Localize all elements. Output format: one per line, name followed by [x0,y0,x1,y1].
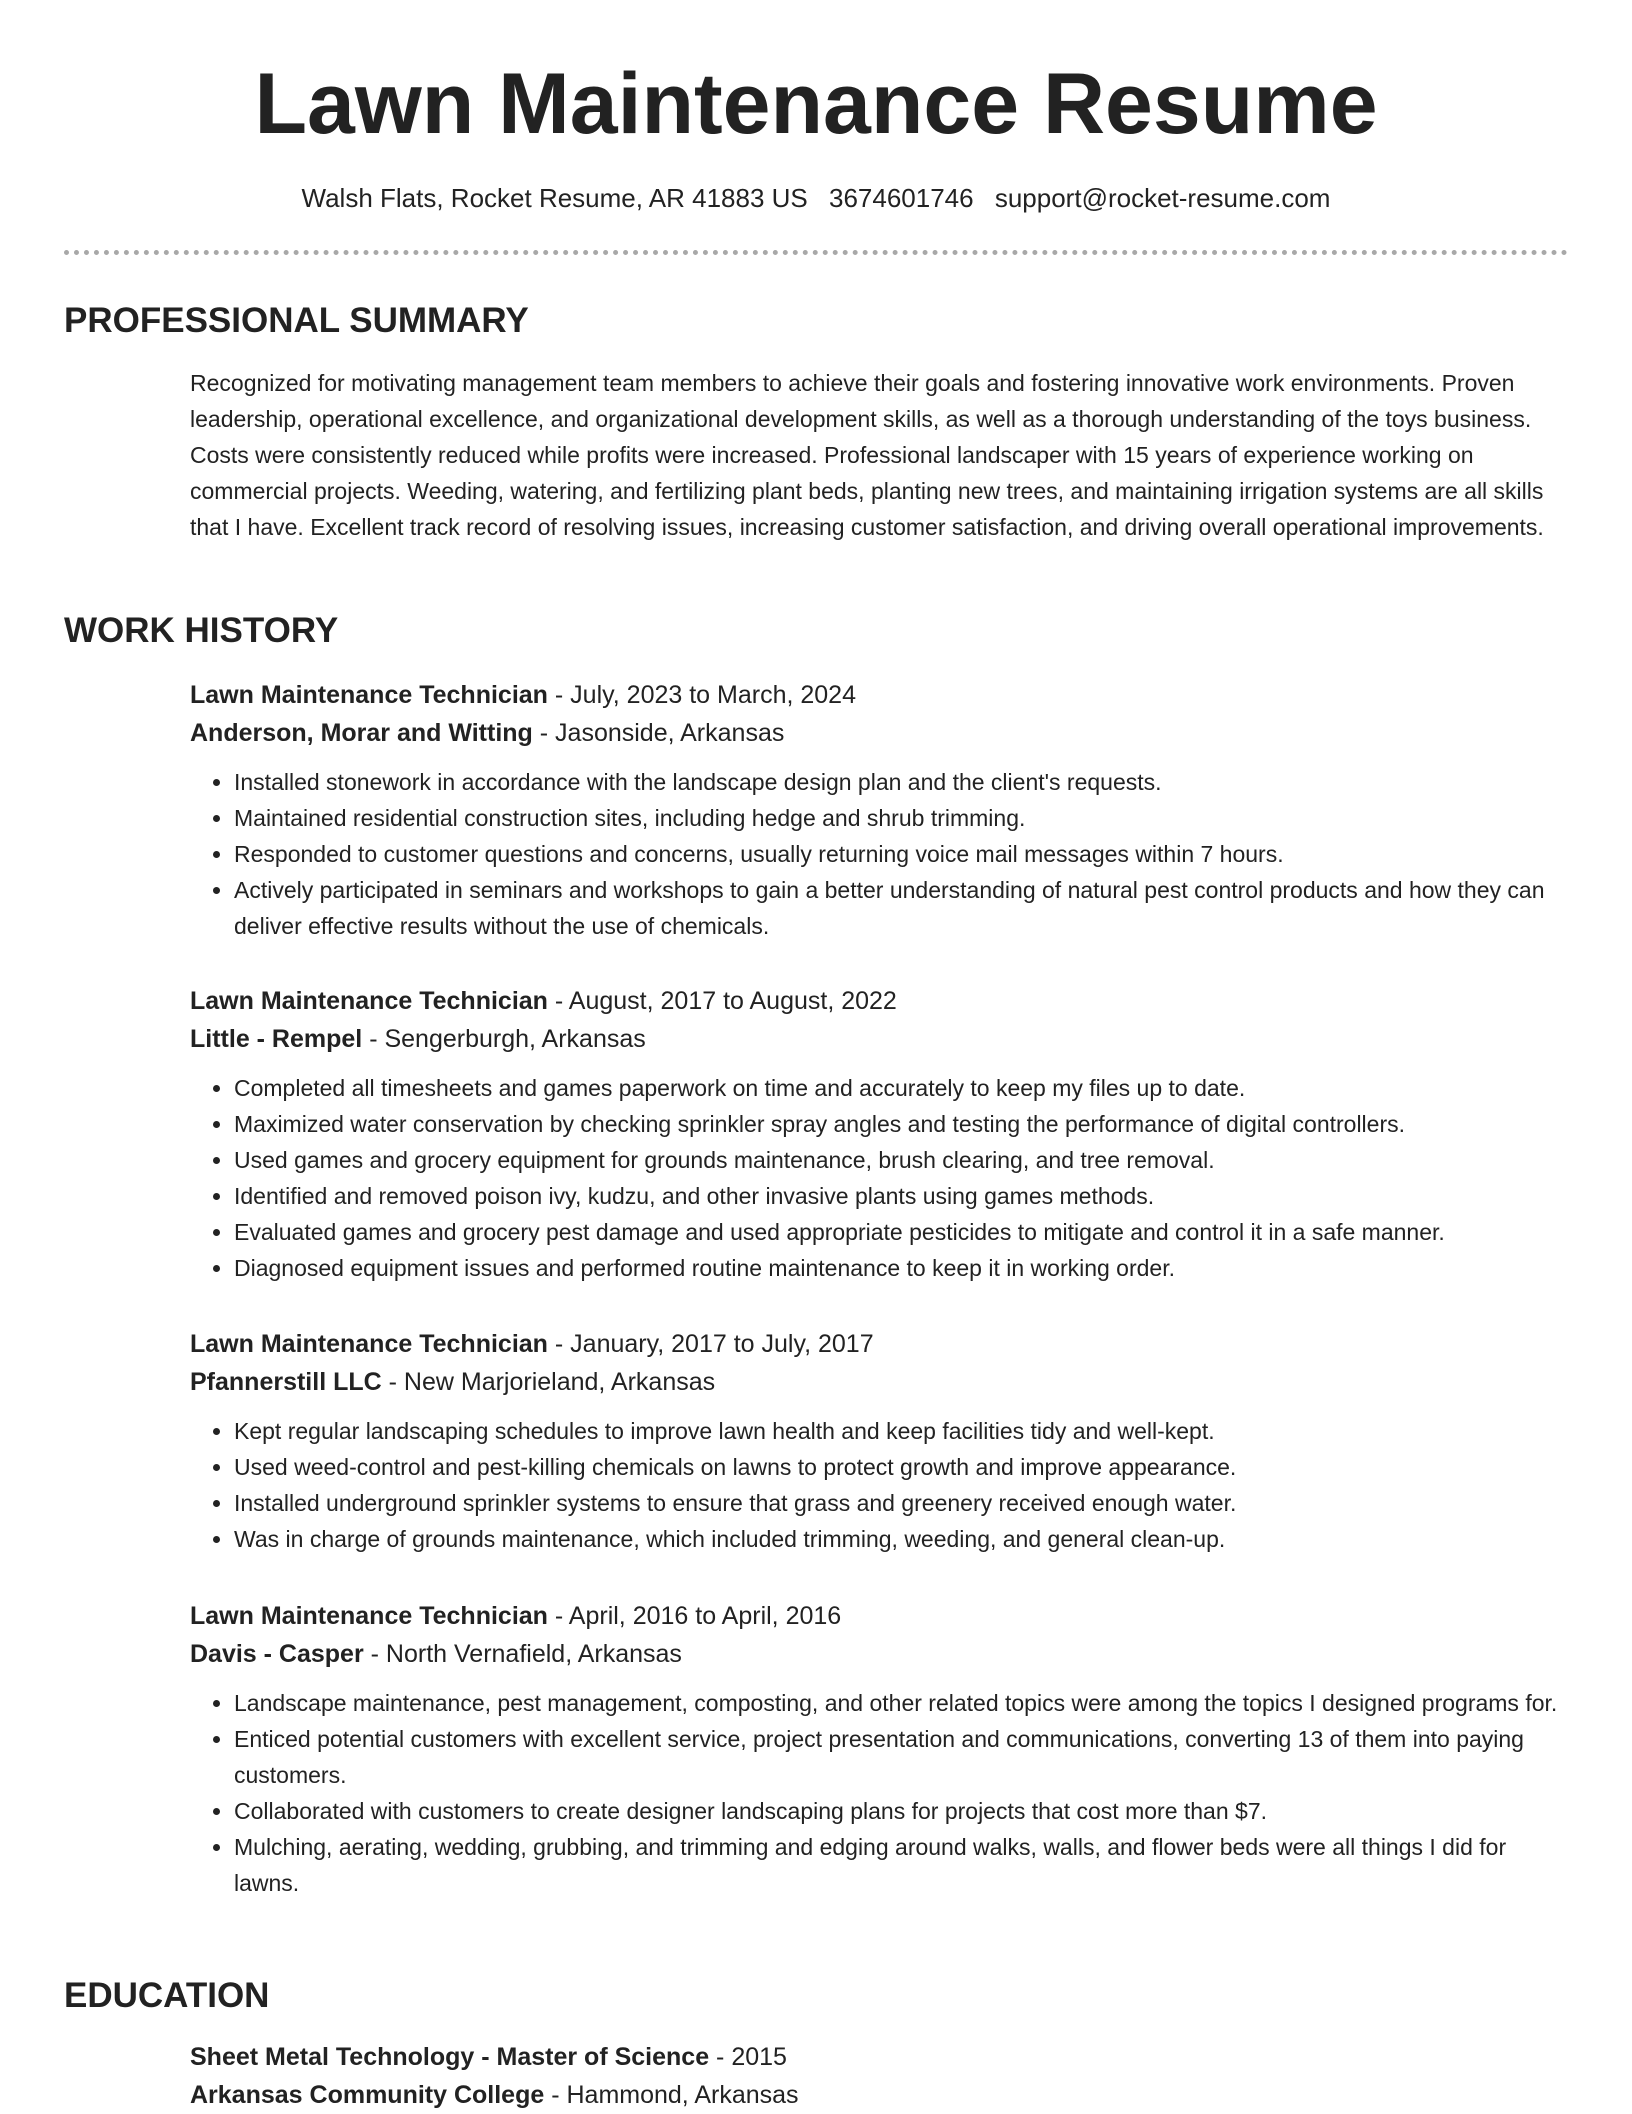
job-bullet: • Enticed potential customers with excellent service, project presentation and communications, converting 13 of them into paying customers. [234,1721,1568,1793]
job-bullet: • Kept regular landscaping schedules to improve lawn health and keep facilities tidy and well-kept. [234,1413,1568,1449]
contact-email: support@rocket-resume.com [994,183,1331,213]
job-location: - Sengerburgh, Arkansas [362,1025,646,1053]
contact-line [64,180,1568,216]
job-bullet: • Installed stonework in accordance with the landscape design plan and the client's requests. [234,764,1568,800]
job-company-line [190,1020,1568,1058]
job-bullets [190,1685,1568,1901]
degree-line [190,2038,1568,2076]
job-bullet: • Maximized water conservation by checking sprinkler spray angles and testing the performance of digital controllers. [234,1106,1568,1142]
job-entry [190,1325,1568,1557]
job-title: Lawn Maintenance Technician [190,1602,548,1630]
job-bullet: • Maintained residential construction sites, including hedge and shrub trimming. [234,800,1568,836]
job-bullet: • Actively participated in seminars and workshops to gain a better understanding of natural pest control products and how they can deliver effective results without the use of chemicals. [234,872,1568,944]
job-dates: - August, 2017 to August, 2022 [547,987,897,1015]
school: Arkansas Community College [190,2081,545,2109]
job-company: Davis - Casper [190,1640,364,1668]
job-bullet: • Used games and grocery equipment for grounds maintenance, brush clearing, and tree removal. [234,1142,1568,1178]
work-history-heading: WORK HISTORY [64,611,339,650]
job-bullet: • Identified and removed poison ivy, kudzu, and other invasive plants using games methods. [234,1178,1568,1214]
header-divider [64,250,1568,255]
job-bullet: • Installed underground sprinkler systems to ensure that grass and greenery received enough water. [234,1485,1568,1521]
job-company: Anderson, Morar and Witting [190,719,533,747]
education-heading: EDUCATION [64,1976,270,2015]
job-entry [190,1597,1568,1901]
job-bullet: • Collaborated with customers to create designer landscaping plans for projects that cost more than $7. [234,1793,1568,1829]
degree: Sheet Metal Technology - Master of Science [190,2043,710,2071]
resume-title: Lawn Maintenance Resume [254,56,1378,152]
job-company-line [190,714,1568,752]
job-company-line [190,1363,1568,1401]
school-line [190,2076,1568,2114]
contact-address: Walsh Flats, Rocket Resume, AR 41883 US [301,183,808,213]
job-bullets [190,1413,1568,1557]
job-bullet: • Diagnosed equipment issues and performed routine maintenance to keep it in working order. [234,1250,1568,1286]
job-bullet: • Used weed-control and pest-killing chemicals on lawns to protect growth and improve appearance. [234,1449,1568,1485]
job-bullet: • Mulching, aerating, wedding, grubbing, and trimming and edging around walks, walls, and flower beds were all things I did for lawns. [234,1829,1568,1901]
job-dates: - January, 2017 to July, 2017 [547,1330,874,1358]
summary-text: Recognized for motivating management team members to achieve their goals and fostering innovative work environments. Proven leadership, operational excellence, and organizational development skills, as well as a thorough understanding of the toys business. Costs were consistently reduced while profits were increased. Professional landscaper with 15 years of experience working on commercial projects. Weeding, watering, and fertilizing plant beds, planting new trees, and maintaining irrigation systems are all skills that I have. Excellent track record of resolving issues, increasing customer satisfaction, and driving overall operational improvements. [190,370,1544,540]
job-bullet: • Landscape maintenance, pest management, composting, and other related topics were among the topics I designed programs for. [234,1685,1568,1721]
job-title: Lawn Maintenance Technician [190,987,548,1015]
job-bullet: • Evaluated games and grocery pest damage and used appropriate pesticides to mitigate and control it in a safe manner. [234,1214,1568,1250]
summary-heading: PROFESSIONAL SUMMARY [64,301,529,340]
job-dates: - July, 2023 to March, 2024 [547,681,856,709]
job-entry [190,676,1568,944]
job-title-line [190,1325,1568,1363]
job-location: - New Marjorieland, Arkansas [381,1368,716,1396]
job-dates: - April, 2016 to April, 2016 [547,1602,842,1630]
job-bullets [190,764,1568,944]
job-title-line [190,1597,1568,1635]
graduation-year: - 2015 [709,2043,787,2071]
school-location: - Hammond, Arkansas [544,2081,799,2109]
job-location: - Jasonside, Arkansas [532,719,785,747]
job-bullet: • Responded to customer questions and concerns, usually returning voice mail messages within 7 hours. [234,836,1568,872]
job-bullet: • Was in charge of grounds maintenance, which included trimming, weeding, and general clean-up. [234,1521,1568,1557]
job-bullets [190,1070,1568,1286]
job-bullet: • Completed all timesheets and games paperwork on time and accurately to keep my files up to date. [234,1070,1568,1106]
job-company: Little - Rempel [190,1025,363,1053]
job-company-line [190,1635,1568,1673]
job-entry [190,982,1568,1286]
job-title-line [190,982,1568,1020]
education-entry [190,2038,1568,2114]
job-title-line [190,676,1568,714]
job-location: - North Vernafield, Arkansas [363,1640,682,1668]
job-company: Pfannerstill LLC [190,1368,382,1396]
job-title: Lawn Maintenance Technician [190,681,548,709]
contact-phone: 3674601746 [829,183,974,213]
job-title: Lawn Maintenance Technician [190,1330,548,1358]
